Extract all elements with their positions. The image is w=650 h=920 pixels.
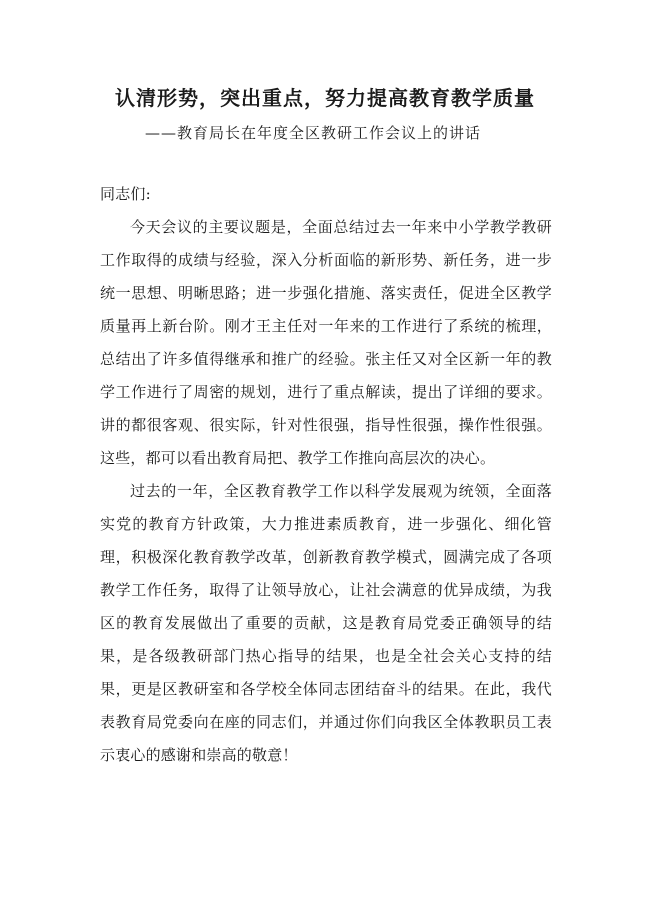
document-subtitle: ——教育局长在年度全区教研工作会议上的讲话 <box>145 124 482 142</box>
paragraph-2: 过去的一年，全区教育教学工作以科学发展观为统领，全面落实党的教育方针政策，大力推进素质教育，进一步强化、细化管理，积极深化教育教学改革，创新教育教学模式，圆满完成了各项教学工作任务，取得了让领导放心，让社会满意的优异成绩，为我区的教育发展做出了重要的贡献，这是教育局党委正确领导的结果，是各级教研部门热心指导的结果，也是全社会关心支持的结果，更是区教研室和各学校全体同志团结奋斗的结果。在此，我代表教育局党委向在座的同志们，并通过你们向我区全体教职员工表示衷心的感谢和崇高的敬意！ <box>100 482 552 764</box>
document-title: 认清形势，突出重点，努力提高教育教学质量 <box>115 86 535 110</box>
salutation: 同志们: <box>100 185 151 203</box>
paragraph-1: 今天会议的主要议题是，全面总结过去一年来中小学教学教研工作取得的成绩与经验，深入分析面临的新形势、新任务，进一步统一思想、明晰思路；进一步强化措施、落实责任，促进全区教学质量再上新台阶。刚才王主任对一年来的工作进行了系统的梳理，总结出了许多值得继承和推广的经验。张主任又对全区新一年的教学工作进行了周密的规划，进行了重点解读，提出了详细的要求。讲的都很客观、很实际，针对性很强，指导性很强，操作性很强。这些，都可以看出教育局把、教学工作推向高层次的决心。 <box>100 218 552 467</box>
document-body <box>100 178 552 772</box>
